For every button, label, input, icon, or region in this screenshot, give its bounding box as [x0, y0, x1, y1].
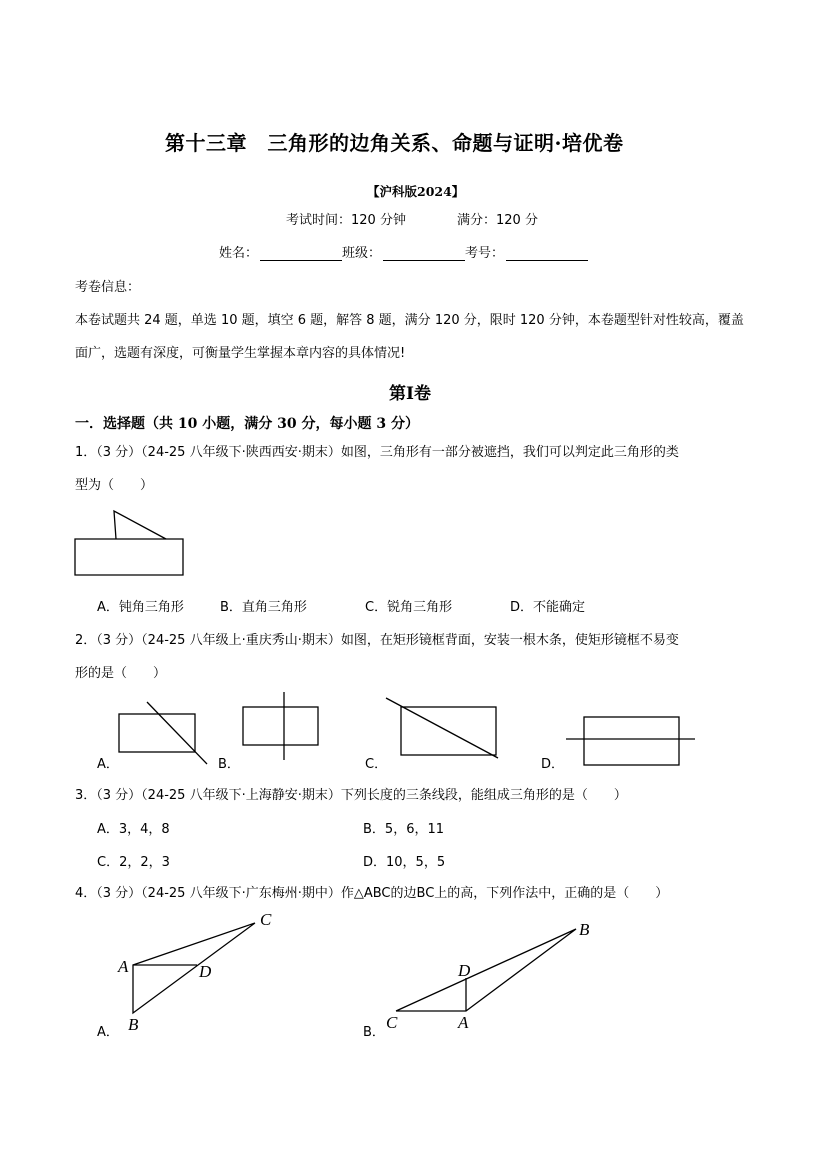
q2-figure-a: [115, 700, 210, 766]
q2-option-c[interactable]: C．: [365, 757, 388, 772]
q2-option-b[interactable]: B．: [218, 757, 240, 772]
exam-time: 考试时间：120 分钟: [286, 213, 406, 228]
page-title: 第十三章 三角形的边角关系、命题与证明·培优卷: [165, 131, 624, 155]
q3-stem: 3．（3 分）（24-25 八年级下·上海静安·期末）下列长度的三条线段，能组成三角形的是（ ）: [75, 788, 627, 803]
name-blank[interactable]: [260, 246, 342, 261]
q1-option-d[interactable]: D．不能确定: [510, 600, 586, 615]
class-blank[interactable]: [383, 246, 465, 261]
section-heading: 一．选择题（共 10 小题，满分 30 分，每小题 3 分）: [75, 416, 419, 432]
q1-stem-line2: 型为（ ）: [75, 478, 154, 493]
info-line-2: 面广，选题有深度，可衡量学生掌握本章内容的具体情况!: [75, 346, 406, 361]
q4b-label-d: D: [458, 961, 471, 980]
q1-option-c[interactable]: C．锐角三角形: [365, 600, 453, 615]
q4-figure-b: [380, 915, 605, 1035]
q2-option-a[interactable]: A．: [97, 757, 119, 772]
q3-option-d[interactable]: D．10，5，5: [363, 855, 446, 870]
q2-option-d[interactable]: D．: [541, 757, 565, 772]
q4a-label-b: B: [128, 1015, 139, 1034]
q1-option-a[interactable]: A．钝角三角形: [97, 600, 184, 615]
q4-option-b[interactable]: B．: [363, 1025, 385, 1040]
q4b-label-c: C: [386, 1013, 398, 1032]
class-label: 班级：: [342, 246, 382, 261]
q3-option-c[interactable]: C．2，2，3: [97, 855, 170, 870]
q1-option-b[interactable]: B．直角三角形: [220, 600, 307, 615]
q2-figure-d: [564, 713, 698, 769]
q2-figure-b: [240, 690, 322, 762]
info-line-1: 本卷试题共 24 题，单选 10 题，填空 6 题，解答 8 题，满分 120 分，限时 120 分钟，本卷题型针对性较高，覆盖: [75, 313, 744, 328]
student-info-row: [219, 242, 588, 261]
q4b-label-a: A: [458, 1013, 469, 1032]
q2-stem-line1: 2．（3 分）（24-25 八年级上·重庆秀山·期末）如图，在矩形镜框背面，安装一根木条，使矩形镜框不易变: [75, 633, 679, 648]
q2-figure-c: [383, 696, 501, 760]
q4b-label-b: B: [579, 920, 590, 939]
q4a-label-d: D: [199, 962, 212, 981]
q4-option-a[interactable]: A．: [97, 1025, 119, 1040]
q3-option-a[interactable]: A．3，4，8: [97, 822, 170, 837]
number-blank[interactable]: [506, 246, 588, 261]
name-label: 姓名：: [219, 246, 259, 261]
q4-figure-a: [115, 905, 285, 1035]
number-label: 考号：: [465, 246, 505, 261]
q3-option-b[interactable]: B．5，6，11: [363, 822, 445, 837]
q1-figure: [72, 508, 188, 580]
volume-heading: 第Ⅰ卷: [389, 384, 431, 404]
q4-stem: 4．（3 分）（24-25 八年级下·广东梅州·期中）作△ABC的边BC上的高，下列作法中，正确的是（ ）: [75, 886, 669, 901]
q1-stem-line1: 1．（3 分）（24-25 八年级下·陕西西安·期末）如图，三角形有一部分被遮挡，我们可以判定此三角形的类: [75, 445, 679, 460]
edition-label: 【沪科版2024】: [367, 184, 465, 199]
full-score: 满分：120 分: [457, 213, 538, 228]
info-label: 考卷信息：: [75, 280, 141, 295]
q4a-label-c: C: [260, 910, 272, 929]
q4a-label-a: A: [118, 957, 129, 976]
q2-stem-line2: 形的是（ ）: [75, 666, 167, 681]
